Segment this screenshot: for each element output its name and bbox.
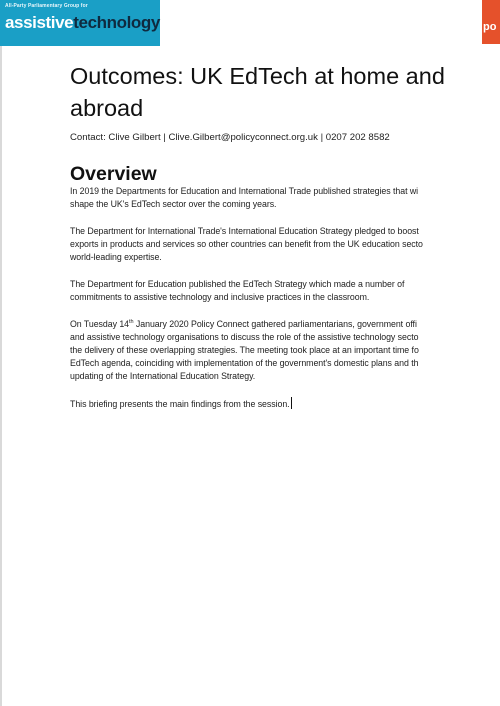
text-line: shape the UK's EdTech sector over the coming years. [70, 199, 277, 209]
appg-assistive-technology-logo [0, 0, 160, 46]
document-title [70, 60, 500, 124]
title-line-1: Outcomes: UK EdTech at home and [70, 63, 445, 89]
title-line-2: abroad [70, 95, 144, 121]
logo-tagline: All-Party Parliamentary Group for [5, 3, 88, 9]
overview-section [70, 185, 500, 411]
logo-wordmark [5, 13, 160, 33]
paragraph-briefing[interactable] [70, 397, 500, 411]
overview-heading: Overview [70, 163, 157, 185]
text-line: This briefing presents the main findings from the session. [70, 399, 290, 409]
text-line: exports in products and services so other countries can benefit from the UK education secto [70, 239, 423, 249]
ordinal-suffix: th [129, 319, 134, 326]
text-line: In 2019 the Departments for Education and International Trade published strategies that wi [70, 186, 419, 196]
policy-connect-logo [482, 0, 500, 44]
text-fragment: On Tuesday 14 [70, 319, 130, 329]
text-line: The Department for International Trade's International Education Strategy pledged to boost [70, 226, 419, 236]
contact-line: Contact: Clive Gilbert | Clive.Gilbert@policyconnect.org.uk | 0207 202 8582 [70, 132, 390, 143]
corner-logo-text: po [483, 21, 497, 33]
paragraph-meeting [70, 318, 500, 383]
text-line: updating of the International Education Strategy. [70, 371, 256, 381]
page-edge [0, 0, 2, 706]
document-body [70, 60, 500, 425]
text-fragment: January 2020 Policy Connect gathered parliamentarians, government offi [133, 319, 417, 329]
paragraph-edtech-strategy [70, 278, 500, 304]
logo-word-technology: technology [73, 13, 160, 32]
text-line: EdTech agenda, coinciding with implementation of the government's domestic plans and th [70, 358, 419, 368]
text-cursor [291, 397, 292, 409]
paragraph-international-education [70, 225, 500, 264]
text-line: and assistive technology organisations to discuss the role of the assistive technology secto [70, 332, 419, 342]
text-line: The Department for Education published the EdTech Strategy which made a number of [70, 279, 405, 289]
text-line: world-leading expertise. [70, 252, 162, 262]
text-line: commitments to assistive technology and inclusive practices in the classroom. [70, 292, 370, 302]
paragraph-strategies [70, 185, 500, 211]
text-line: the delivery of these overlapping strategies. The meeting took place at an important time fo [70, 345, 419, 355]
text-line [70, 319, 417, 329]
logo-word-assistive: assistive [5, 13, 74, 32]
